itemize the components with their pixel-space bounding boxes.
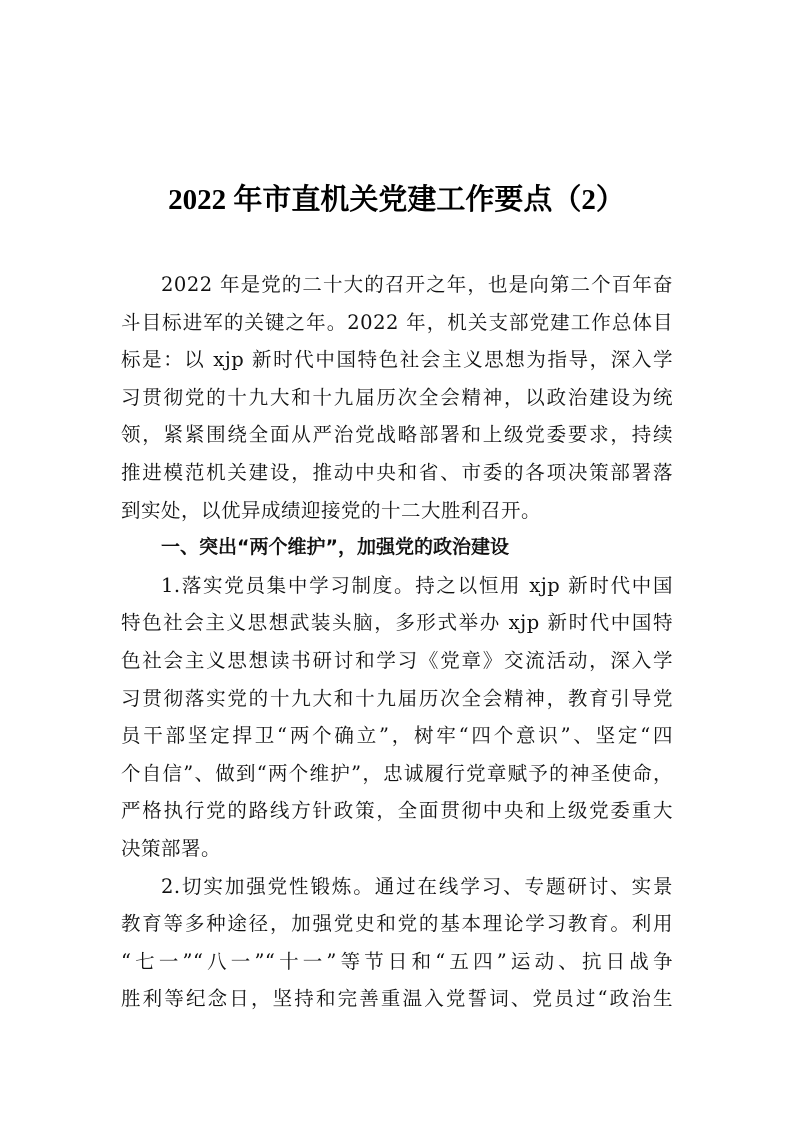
paragraph-line: 习贯彻落实党的十九大和十九届历次全会精神，教育引导党 bbox=[121, 686, 673, 710]
paragraph-line: 2022 年是党的二十大的召开之年，也是向第二个百年奋 bbox=[161, 273, 673, 296]
paragraph-line: 标是：以 xjp 新时代中国特色社会主义思想为指导，深入学 bbox=[121, 348, 673, 372]
paragraph-line: 员干部坚定捍卫“两个确立”，树牢“四个意识”、坚定“四 bbox=[121, 724, 673, 748]
paragraph-line: 2.切实加强党性锻炼。通过在线学习、专题研讨、实景 bbox=[161, 874, 673, 898]
section-heading: 一、突出“两个维护”，加强党的政治建设 bbox=[161, 536, 509, 559]
paragraph-line: 到实处，以优异成绩迎接党的十二大胜利召开。 bbox=[121, 498, 542, 522]
paragraph-line: 斗目标进军的关键之年。2022 年，机关支部党建工作总体目 bbox=[121, 310, 673, 334]
paragraph-line: 色社会主义思想读书研讨和学习《党章》交流活动，深入学 bbox=[121, 648, 673, 672]
paragraph-line: 个自信”、做到“两个维护”，忠诚履行党章赋予的神圣使命， bbox=[121, 761, 673, 785]
paragraph-line: 习贯彻党的十九大和十九届历次全会精神，以政治建设为统 bbox=[121, 385, 673, 409]
paragraph-line: 领，紧紧围绕全面从严治党战略部署和上级党委要求，持续 bbox=[121, 423, 673, 447]
document-body bbox=[121, 266, 673, 1018]
paragraph-line: 特色社会主义思想武装头脑，多形式举办 xjp 新时代中国特 bbox=[121, 611, 673, 635]
paragraph-line: 严格执行党的路线方针政策，全面贯彻中央和上级党委重大 bbox=[121, 799, 673, 823]
paragraph-line: 1.落实党员集中学习制度。持之以恒用 xjp 新时代中国 bbox=[161, 573, 673, 597]
paragraph-line: 决策部署。 bbox=[121, 836, 222, 860]
paragraph-line: “七一”“八一”“十一”等节日和“五四”运动、抗日战争 bbox=[121, 949, 673, 973]
document-title: 2022 年市直机关党建工作要点（2） bbox=[168, 184, 625, 216]
paragraph-line: 胜利等纪念日，坚持和完善重温入党誓词、党员过“政治生 bbox=[121, 987, 673, 1011]
paragraph-line: 教育等多种途径，加强党史和党的基本理论学习教育。利用 bbox=[121, 912, 673, 936]
paragraph-line: 推进模范机关建设，推动中央和省、市委的各项决策部署落 bbox=[121, 460, 673, 484]
